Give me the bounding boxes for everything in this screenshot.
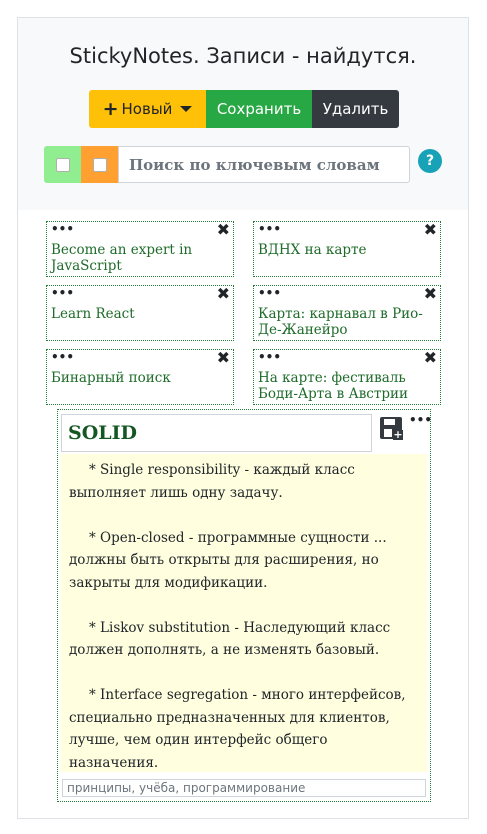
- note-title: ВДНХ на карте: [258, 242, 367, 258]
- more-icon[interactable]: •••: [51, 350, 75, 364]
- editor-title-input[interactable]: SOLID: [61, 414, 372, 452]
- editor-paragraph: * Open-closed - программные сущности ... должны быть открыты для расширения, но закрыты для модификации.: [69, 529, 387, 591]
- close-icon[interactable]: ✖: [423, 220, 437, 239]
- more-icon[interactable]: •••: [258, 286, 282, 300]
- note-card[interactable]: [253, 221, 441, 277]
- filter-green[interactable]: [44, 146, 81, 183]
- note-card[interactable]: [46, 349, 234, 405]
- close-icon[interactable]: ✖: [423, 284, 437, 303]
- note-title: Бинарный поиск: [51, 370, 171, 386]
- note-card[interactable]: [253, 285, 441, 341]
- plus-icon: +: [102, 98, 119, 120]
- more-icon[interactable]: •••: [51, 222, 75, 236]
- page-title: StickyNotes. Записи - найдутся.: [69, 44, 417, 68]
- more-icon[interactable]: •••: [258, 350, 282, 364]
- search-input[interactable]: Поиск по ключевым словам: [118, 146, 410, 183]
- note-card[interactable]: [46, 285, 234, 341]
- editor-body-textarea[interactable]: [61, 454, 427, 772]
- more-icon[interactable]: •••: [51, 286, 75, 300]
- new-note-button[interactable]: [89, 90, 206, 128]
- filter-green-checkbox[interactable]: [56, 158, 70, 172]
- more-icon[interactable]: •••: [258, 222, 282, 236]
- close-icon[interactable]: ✖: [423, 348, 437, 367]
- caret-down-icon: [180, 106, 192, 112]
- delete-button[interactable]: Удалить: [312, 90, 399, 128]
- new-note-label: Новый: [121, 100, 173, 118]
- filter-orange-checkbox[interactable]: [93, 158, 107, 172]
- filter-orange[interactable]: [81, 146, 118, 183]
- header: [18, 18, 468, 210]
- close-icon[interactable]: ✖: [216, 220, 230, 239]
- save-note-icon[interactable]: +: [380, 417, 402, 439]
- note-title: Become an expert in JavaScript: [51, 242, 193, 274]
- note-editor: [57, 409, 431, 802]
- note-title: Learn React: [51, 306, 135, 322]
- close-icon[interactable]: ✖: [216, 348, 230, 367]
- editor-paragraph: * Liskov substitution - Наследующий класс должен дополнять, а не изменять базовый.: [69, 619, 391, 658]
- note-card[interactable]: [253, 349, 441, 405]
- save-button[interactable]: Сохранить: [206, 90, 312, 128]
- note-title: Карта: карнавал в Рио-Де-Жанейро: [258, 306, 423, 338]
- close-icon[interactable]: ✖: [216, 284, 230, 303]
- note-card[interactable]: [46, 221, 234, 277]
- editor-paragraph: * Interface segregation - много интерфейсов, специально предназначенных для клиентов, лучше, чем один интерфейс общего назначения.: [69, 687, 406, 771]
- app-window: [17, 17, 469, 819]
- editor-paragraph: * Single responsibility - каждый класс выполняет лишь одну задачу.: [69, 462, 355, 501]
- note-title: На карте: фестиваль Боди-Арта в Австрии: [258, 370, 408, 402]
- more-icon[interactable]: •••: [409, 413, 433, 427]
- tags-input[interactable]: принципы, учёба, программирование: [62, 779, 426, 797]
- help-button[interactable]: ?: [418, 149, 442, 173]
